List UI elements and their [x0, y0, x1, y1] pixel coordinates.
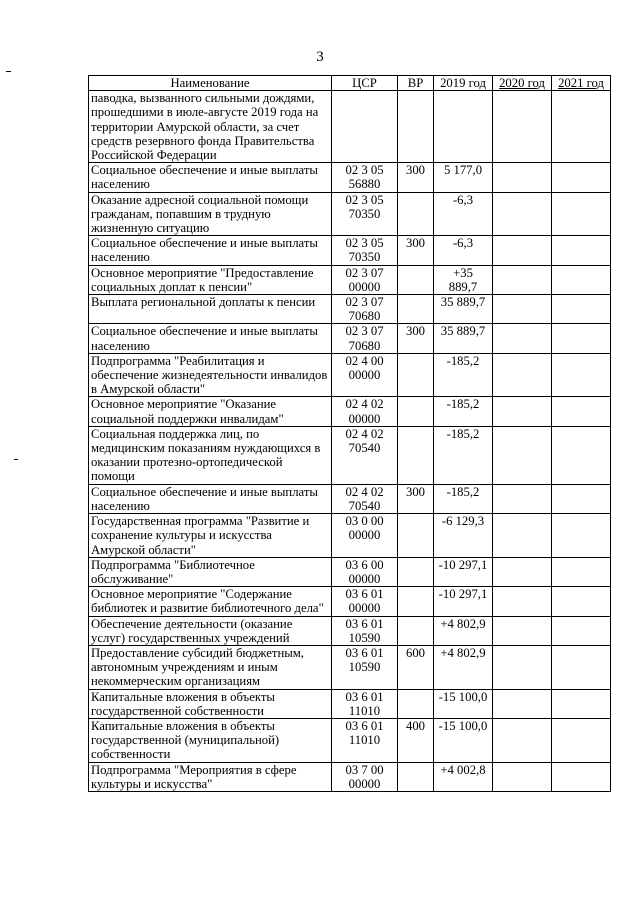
- cell-vr: [398, 353, 434, 397]
- cell-vr: [398, 514, 434, 558]
- cell-csr: 03 6 01 10590: [332, 616, 398, 645]
- table-row: [89, 689, 611, 718]
- cell-name: Основное мероприятие "Предоставление социальных доплат к пенсии": [89, 265, 332, 294]
- cell-2019: -15 100,0: [434, 718, 493, 762]
- cell-2019: 35 889,7: [434, 324, 493, 353]
- cell-2021: [552, 324, 611, 353]
- cell-2020: [493, 353, 552, 397]
- cell-2021: [552, 616, 611, 645]
- table-row: [89, 645, 611, 689]
- cell-vr: 300: [398, 324, 434, 353]
- cell-2021: [552, 163, 611, 192]
- cell-csr: 03 0 00 00000: [332, 514, 398, 558]
- cell-vr: 300: [398, 163, 434, 192]
- cell-csr: 02 3 05 70350: [332, 192, 398, 236]
- cell-name: паводка, вызванного сильными дождями, прошедшими в июле-августе 2019 года на территории Амурской области, за счет средств резервного фонда Правительства Российской Федерации: [89, 91, 332, 163]
- cell-2021: [552, 91, 611, 163]
- cell-name: Социальное обеспечение и иные выплаты населению: [89, 484, 332, 513]
- table-header-row: [89, 76, 611, 91]
- cell-2019: -185,2: [434, 397, 493, 426]
- cell-2019: -6,3: [434, 192, 493, 236]
- cell-vr: 300: [398, 484, 434, 513]
- scan-mark: [14, 459, 18, 460]
- cell-name: Подпрограмма "Библиотечное обслуживание": [89, 557, 332, 586]
- cell-name: Социальное обеспечение и иные выплаты населению: [89, 324, 332, 353]
- cell-csr: 02 3 07 00000: [332, 265, 398, 294]
- table-row: [89, 353, 611, 397]
- table-row: [89, 718, 611, 762]
- cell-csr: 02 4 00 00000: [332, 353, 398, 397]
- cell-2020: [493, 236, 552, 265]
- table-row: [89, 397, 611, 426]
- cell-2020: [493, 324, 552, 353]
- cell-csr: 02 3 05 56880: [332, 163, 398, 192]
- cell-name: Социальная поддержка лиц, по медицинским показаниям нуждающихся в оказании протезно-ортопедической помощи: [89, 426, 332, 484]
- cell-2019: -10 297,1: [434, 587, 493, 616]
- cell-name: Предоставление субсидий бюджетным, автономным учреждениям и иным некоммерческим организациям: [89, 645, 332, 689]
- header-vr: ВР: [398, 76, 434, 91]
- cell-vr: [398, 689, 434, 718]
- cell-2019: [434, 91, 493, 163]
- table-row: [89, 762, 611, 791]
- cell-2021: [552, 718, 611, 762]
- cell-2021: [552, 689, 611, 718]
- cell-2019: 5 177,0: [434, 163, 493, 192]
- budget-table: [88, 75, 611, 792]
- cell-csr: 02 3 05 70350: [332, 236, 398, 265]
- cell-vr: [398, 295, 434, 324]
- cell-vr: [398, 91, 434, 163]
- cell-2021: [552, 426, 611, 484]
- table-row: [89, 324, 611, 353]
- cell-vr: [398, 265, 434, 294]
- cell-csr: 02 3 07 70680: [332, 295, 398, 324]
- cell-name: Социальное обеспечение и иные выплаты населению: [89, 236, 332, 265]
- cell-name: Выплата региональной доплаты к пенсии: [89, 295, 332, 324]
- page-number: 3: [316, 49, 324, 65]
- table-row: [89, 484, 611, 513]
- cell-csr: 02 3 07 70680: [332, 324, 398, 353]
- cell-name: Оказание адресной социальной помощи гражданам, попавшим в трудную жизненную ситуацию: [89, 192, 332, 236]
- cell-name: Основное мероприятие "Оказание социальной поддержки инвалидам": [89, 397, 332, 426]
- cell-2021: [552, 484, 611, 513]
- cell-2019: +35 889,7: [434, 265, 493, 294]
- cell-name: Капитальные вложения в объекты государственной (муниципальной) собственности: [89, 718, 332, 762]
- table-row: [89, 557, 611, 586]
- cell-2019: -15 100,0: [434, 689, 493, 718]
- cell-2021: [552, 397, 611, 426]
- cell-vr: [398, 192, 434, 236]
- header-csr: ЦСР: [332, 76, 398, 91]
- table-row: [89, 426, 611, 484]
- cell-2019: 35 889,7: [434, 295, 493, 324]
- cell-2019: -185,2: [434, 484, 493, 513]
- cell-csr: 03 7 00 00000: [332, 762, 398, 791]
- table-row: [89, 616, 611, 645]
- cell-name: Подпрограмма "Реабилитация и обеспечение жизнедеятельности инвалидов в Амурской области": [89, 353, 332, 397]
- cell-csr: 02 4 02 70540: [332, 484, 398, 513]
- table-body: [89, 91, 611, 792]
- table-row: [89, 265, 611, 294]
- cell-2020: [493, 645, 552, 689]
- cell-csr: 03 6 01 11010: [332, 689, 398, 718]
- cell-csr: 02 4 02 70540: [332, 426, 398, 484]
- cell-vr: 600: [398, 645, 434, 689]
- header-2019: 2019 год: [434, 76, 493, 91]
- cell-vr: [398, 557, 434, 586]
- cell-2019: -6 129,3: [434, 514, 493, 558]
- cell-vr: [398, 762, 434, 791]
- cell-2021: [552, 353, 611, 397]
- cell-2021: [552, 762, 611, 791]
- table-row: [89, 192, 611, 236]
- cell-csr: 03 6 01 11010: [332, 718, 398, 762]
- cell-2021: [552, 557, 611, 586]
- cell-vr: 300: [398, 236, 434, 265]
- cell-name: Обеспечение деятельности (оказание услуг) государственных учреждений: [89, 616, 332, 645]
- header-name: Наименование: [89, 76, 332, 91]
- cell-2019: -10 297,1: [434, 557, 493, 586]
- table-row: [89, 236, 611, 265]
- cell-csr: 03 6 01 00000: [332, 587, 398, 616]
- table-row: [89, 295, 611, 324]
- cell-2021: [552, 295, 611, 324]
- cell-vr: 400: [398, 718, 434, 762]
- cell-csr: [332, 91, 398, 163]
- table-row: [89, 587, 611, 616]
- cell-2021: [552, 236, 611, 265]
- header-2021: 2021 год: [552, 76, 611, 91]
- cell-name: Социальное обеспечение и иные выплаты населению: [89, 163, 332, 192]
- cell-2019: +4 002,8: [434, 762, 493, 791]
- header-2020: 2020 год: [493, 76, 552, 91]
- cell-2019: -185,2: [434, 353, 493, 397]
- cell-csr: 03 6 01 10590: [332, 645, 398, 689]
- cell-2020: [493, 514, 552, 558]
- cell-2019: -185,2: [434, 426, 493, 484]
- cell-2020: [493, 295, 552, 324]
- cell-vr: [398, 397, 434, 426]
- cell-2020: [493, 689, 552, 718]
- table-row: [89, 514, 611, 558]
- cell-2020: [493, 426, 552, 484]
- cell-name: Капитальные вложения в объекты государственной собственности: [89, 689, 332, 718]
- cell-2020: [493, 718, 552, 762]
- cell-name: Государственная программа "Развитие и сохранение культуры и искусства Амурской области": [89, 514, 332, 558]
- cell-vr: [398, 587, 434, 616]
- cell-2021: [552, 587, 611, 616]
- scan-mark: [6, 71, 11, 72]
- cell-2020: [493, 163, 552, 192]
- cell-2021: [552, 192, 611, 236]
- cell-csr: 02 4 02 00000: [332, 397, 398, 426]
- cell-2020: [493, 192, 552, 236]
- table-row: [89, 163, 611, 192]
- cell-2020: [493, 587, 552, 616]
- cell-2020: [493, 557, 552, 586]
- cell-vr: [398, 426, 434, 484]
- cell-2021: [552, 645, 611, 689]
- cell-2020: [493, 91, 552, 163]
- cell-2019: -6,3: [434, 236, 493, 265]
- cell-2020: [493, 616, 552, 645]
- cell-name: Основное мероприятие "Содержание библиотек и развитие библиотечного дела": [89, 587, 332, 616]
- cell-name: Подпрограмма "Мероприятия в сфере культуры и искусства": [89, 762, 332, 791]
- cell-2019: +4 802,9: [434, 616, 493, 645]
- cell-2020: [493, 265, 552, 294]
- cell-2020: [493, 397, 552, 426]
- cell-2020: [493, 484, 552, 513]
- cell-2020: [493, 762, 552, 791]
- cell-csr: 03 6 00 00000: [332, 557, 398, 586]
- cell-2021: [552, 514, 611, 558]
- cell-2019: +4 802,9: [434, 645, 493, 689]
- cell-vr: [398, 616, 434, 645]
- table-row: [89, 91, 611, 163]
- cell-2021: [552, 265, 611, 294]
